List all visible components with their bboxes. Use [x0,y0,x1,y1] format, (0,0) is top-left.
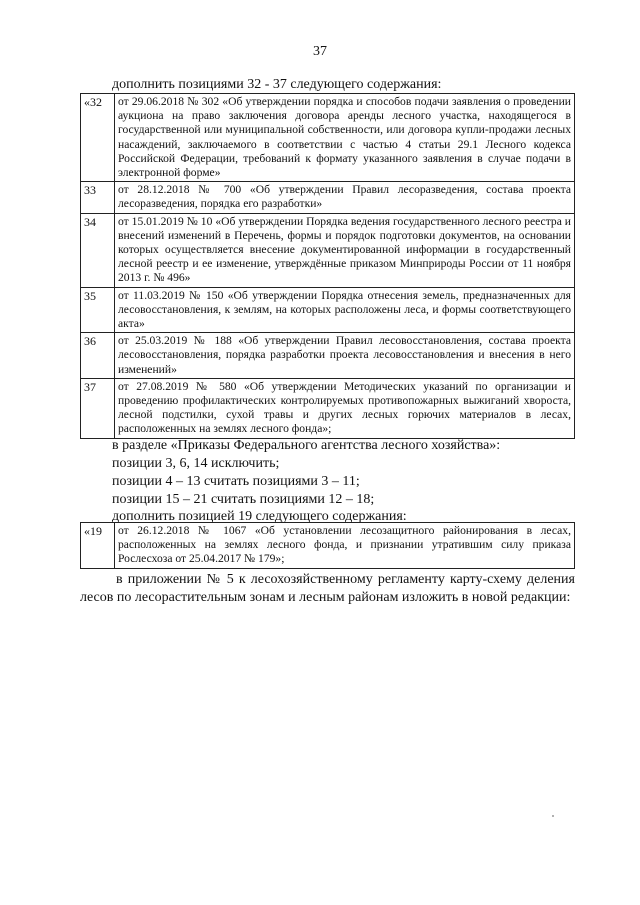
row-number: 33 [81,182,115,213]
row-number: «19 [81,523,115,569]
positions-table-2 [80,522,575,569]
table-row [81,333,575,379]
row-text: от 28.12.2018 № 700 «Об утверждении Правил лесоразведения, состава проекта лесоразведения, порядка его разработки» [115,182,575,213]
instruction-line: позиции 4 – 13 считать позициями 3 – 11; [112,474,360,489]
section-line: в разделе «Приказы Федерального агентства лесного хозяйства»: [112,438,501,453]
table-row [81,213,575,287]
final-paragraph: в приложении № 5 к лесохозяйственному регламенту карту-схему деления лесов по лесорастительным зонам и лесным районам изложить в новой редакции: [80,572,575,605]
row-text: от 27.08.2019 № 580 «Об утверждении Методических указаний по организации и проведению профилактических контролируемых противопожарных выжиганий хвороста, лесной подстилки, сухой травы и других лесных горючих материалов в лесах, расположенных на землях лесного фонда»; [115,378,575,438]
table-row [81,378,575,438]
table-row [81,523,575,569]
row-text: от 11.03.2019 № 150 «Об утверждении Порядка отнесения земель, предназначенных для лесовосстановления, к землям, на которых расположены леса, и формы соответствующего акта» [115,287,575,333]
row-number: 35 [81,287,115,333]
table-row [81,287,575,333]
intro-line: дополнить позициями 32 - 37 следующего содержания: [112,77,442,92]
row-number: 36 [81,333,115,379]
page-number: 37 [313,44,327,59]
row-number: 37 [81,378,115,438]
row-number: 34 [81,213,115,287]
instruction-line: позиции 3, 6, 14 исключить; [112,456,280,471]
scan-speck [552,815,554,817]
row-number: «32 [81,94,115,182]
row-text: от 29.06.2018 № 302 «Об утверждении порядка и способов подачи заявления о проведении аукциона на право заключения договора аренды лесного участка, находящегося в государственной или муниципальной собственности, или договора купли-продажи лесных насаждений, заключаемого в соответствии с частью 4 статьи 29.1 Лесного кодекса Российской Федерации, требований к формату указанного заявления в случае подачи в электронной форме» [115,94,575,182]
positions-table-1 [80,93,575,439]
row-text: от 15.01.2019 № 10 «Об утверждении Порядка ведения государственного лесного реестра и внесений изменений в Перечень, формы и порядок подготовки документов, на основании которых осуществляется внесение документированной информации в государственный лесной реестр и ее изменение, утверждённые приказом Минприроды России от 11 ноября 2013 г. № 496» [115,213,575,287]
instruction-line: позиции 15 – 21 считать позициями 12 – 18; [112,492,375,507]
table-row [81,94,575,182]
row-text: от 25.03.2019 № 188 «Об утверждении Правил лесовосстановления, состава проекта лесовосстановления, порядка разработки проекта лесовосстановления и внесения в него изменений» [115,333,575,379]
instruction-line: дополнить позицией 19 следующего содержания: [112,509,407,524]
row-text: от 26.12.2018 № 1067 «Об установлении лесозащитного районирования в лесах, расположенных на землях лесного фонда, и признании утратившим силу приказа Рослесхоза от 25.04.2017 № 179»; [115,523,575,569]
table-row [81,182,575,213]
